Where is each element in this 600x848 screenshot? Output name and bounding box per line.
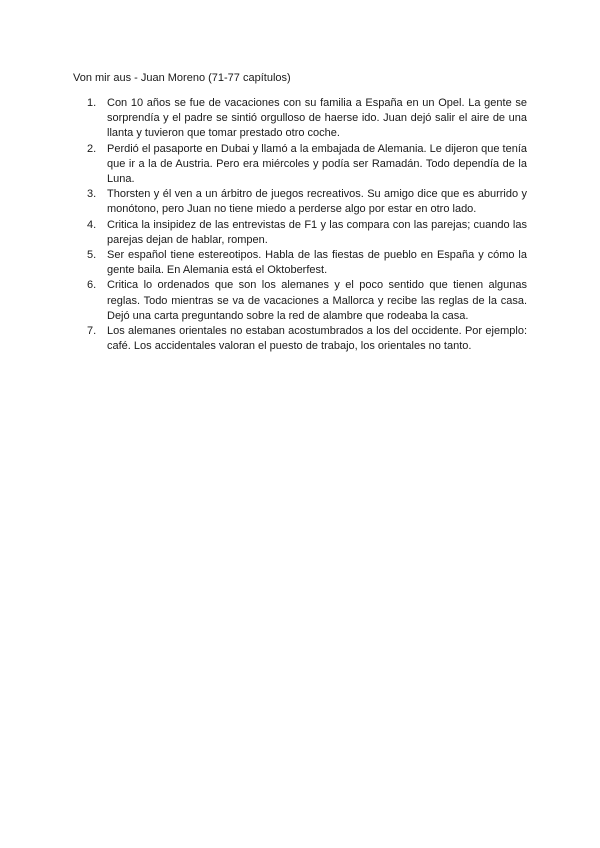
list-item-number: 4. xyxy=(87,218,97,231)
list-item xyxy=(73,324,527,354)
list-item xyxy=(73,142,527,188)
summary-list xyxy=(73,96,527,354)
list-item-number: 7. xyxy=(87,325,97,338)
list-item-number: 5. xyxy=(87,249,97,262)
list-item-text: Ser español tiene estereotipos. Habla de las fiestas de pueblo en España y cómo la gente baila. En Alemania está el Oktoberfest. xyxy=(107,249,527,277)
list-item xyxy=(73,248,527,278)
list-item-number: 3. xyxy=(87,188,97,201)
list-item xyxy=(73,187,527,217)
list-item-text: Thorsten y él ven a un árbitro de juegos recreativos. Su amigo dice que es aburrido y monótono, pero Juan no tiene miedo a perderse algo por estar en otro lado. xyxy=(107,188,527,216)
list-item-text: Critica la insipidez de las entrevistas de F1 y las compara con las parejas; cuando las parejas dejan de hablar, rompen. xyxy=(107,218,527,246)
document-title: Von mir aus - Juan Moreno (71-77 capítulos) xyxy=(73,72,291,84)
list-item-text: Los alemanes orientales no estaban acostumbrados a los del occidente. Por ejemplo: café. Los accidentales valoran el puesto de trabajo, los orientales no tanto. xyxy=(107,325,527,353)
list-item xyxy=(73,278,527,324)
list-item-text: Perdió el pasaporte en Dubai y llamó a la embajada de Alemania. Le dijeron que tenía que ir a la de Austria. Pero era miércoles y podía ser Ramadán. Todo dependía de la Luna. xyxy=(107,142,527,186)
list-item xyxy=(73,218,527,248)
list-item-number: 1. xyxy=(87,97,97,109)
list-item-text: Critica lo ordenados que son los alemanes y el poco sentido que tienen algunas reglas. Todo mientras se va de vacaciones a Mallorca y recibe las reglas de la casa. Dejó una carta preguntando sobre la red de alambre que rodeaba la casa. xyxy=(107,279,527,322)
list-item xyxy=(73,96,527,142)
list-item-number: 6. xyxy=(87,279,97,292)
list-item-text: Con 10 años se fue de vacaciones con su familia a España en un Opel. La gente se sorprendía y el padre se sintió orgulloso de haerse ido. Juan dejó salir el aire de una llanta y tuvieron que tomar prestado otro coche. xyxy=(107,97,527,140)
list-item-number: 2. xyxy=(87,142,97,155)
